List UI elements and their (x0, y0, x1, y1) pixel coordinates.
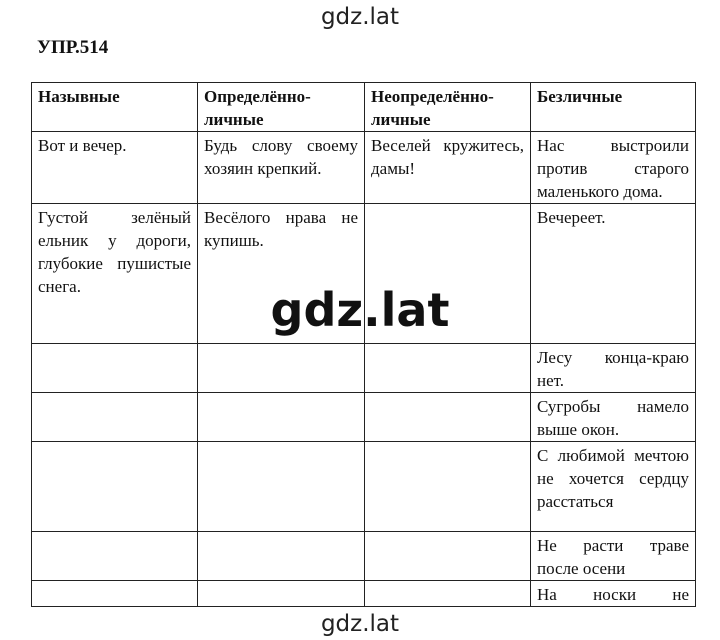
table-cell (365, 442, 531, 532)
table-cell: Весёлого нрава не купишь. (198, 204, 365, 344)
table-cell (365, 532, 531, 581)
table-cell: Не расти траве после осени (531, 532, 696, 581)
table-row (32, 132, 696, 204)
table-cell (365, 581, 531, 607)
table-cell (365, 393, 531, 442)
table-row (32, 442, 696, 532)
table-cell (32, 581, 198, 607)
table-cell (198, 344, 365, 393)
table-cell (32, 532, 198, 581)
table-cell: Вечереет. (531, 204, 696, 344)
table-cell: Будь слову своему хозяин крепкий. (198, 132, 365, 204)
table-cell (32, 393, 198, 442)
table-cell: Густой зелёный ельник у дороги, глубокие пушистые снега. (32, 204, 198, 344)
table-cell (198, 532, 365, 581)
table-cell: На носки не (531, 581, 696, 607)
table-cell (365, 344, 531, 393)
exercise-heading: УПР.514 (37, 37, 109, 58)
table-cell (198, 393, 365, 442)
table-header-row (32, 83, 696, 132)
table-row (32, 393, 696, 442)
table-row (32, 581, 696, 607)
table-cell (198, 581, 365, 607)
table-row (32, 532, 696, 581)
table-cell: С любимой мечтою не хочется сердцу расстаться (531, 442, 696, 532)
sentence-types-table (31, 82, 696, 607)
table-cell: Сугробы намело выше окон. (531, 393, 696, 442)
table-cell (32, 344, 198, 393)
table-cell (32, 442, 198, 532)
watermark-center: gdz.lat (270, 283, 450, 337)
header-cell: Назывные (32, 83, 198, 132)
table-row (32, 344, 696, 393)
watermark-top: gdz.lat (320, 4, 400, 30)
header-cell: Определённо-личные (198, 83, 365, 132)
table-cell: Веселей кружитесь, дамы! (365, 132, 531, 204)
table-cell: Вот и вечер. (32, 132, 198, 204)
table-cell: Нас выстроили против старого маленького дома. (531, 132, 696, 204)
header-cell: Безличные (531, 83, 696, 132)
table-cell: Лесу конца-краю нет. (531, 344, 696, 393)
table-cell (198, 442, 365, 532)
header-cell: Неопределённо-личные (365, 83, 531, 132)
watermark-bottom: gdz.lat (320, 611, 400, 637)
